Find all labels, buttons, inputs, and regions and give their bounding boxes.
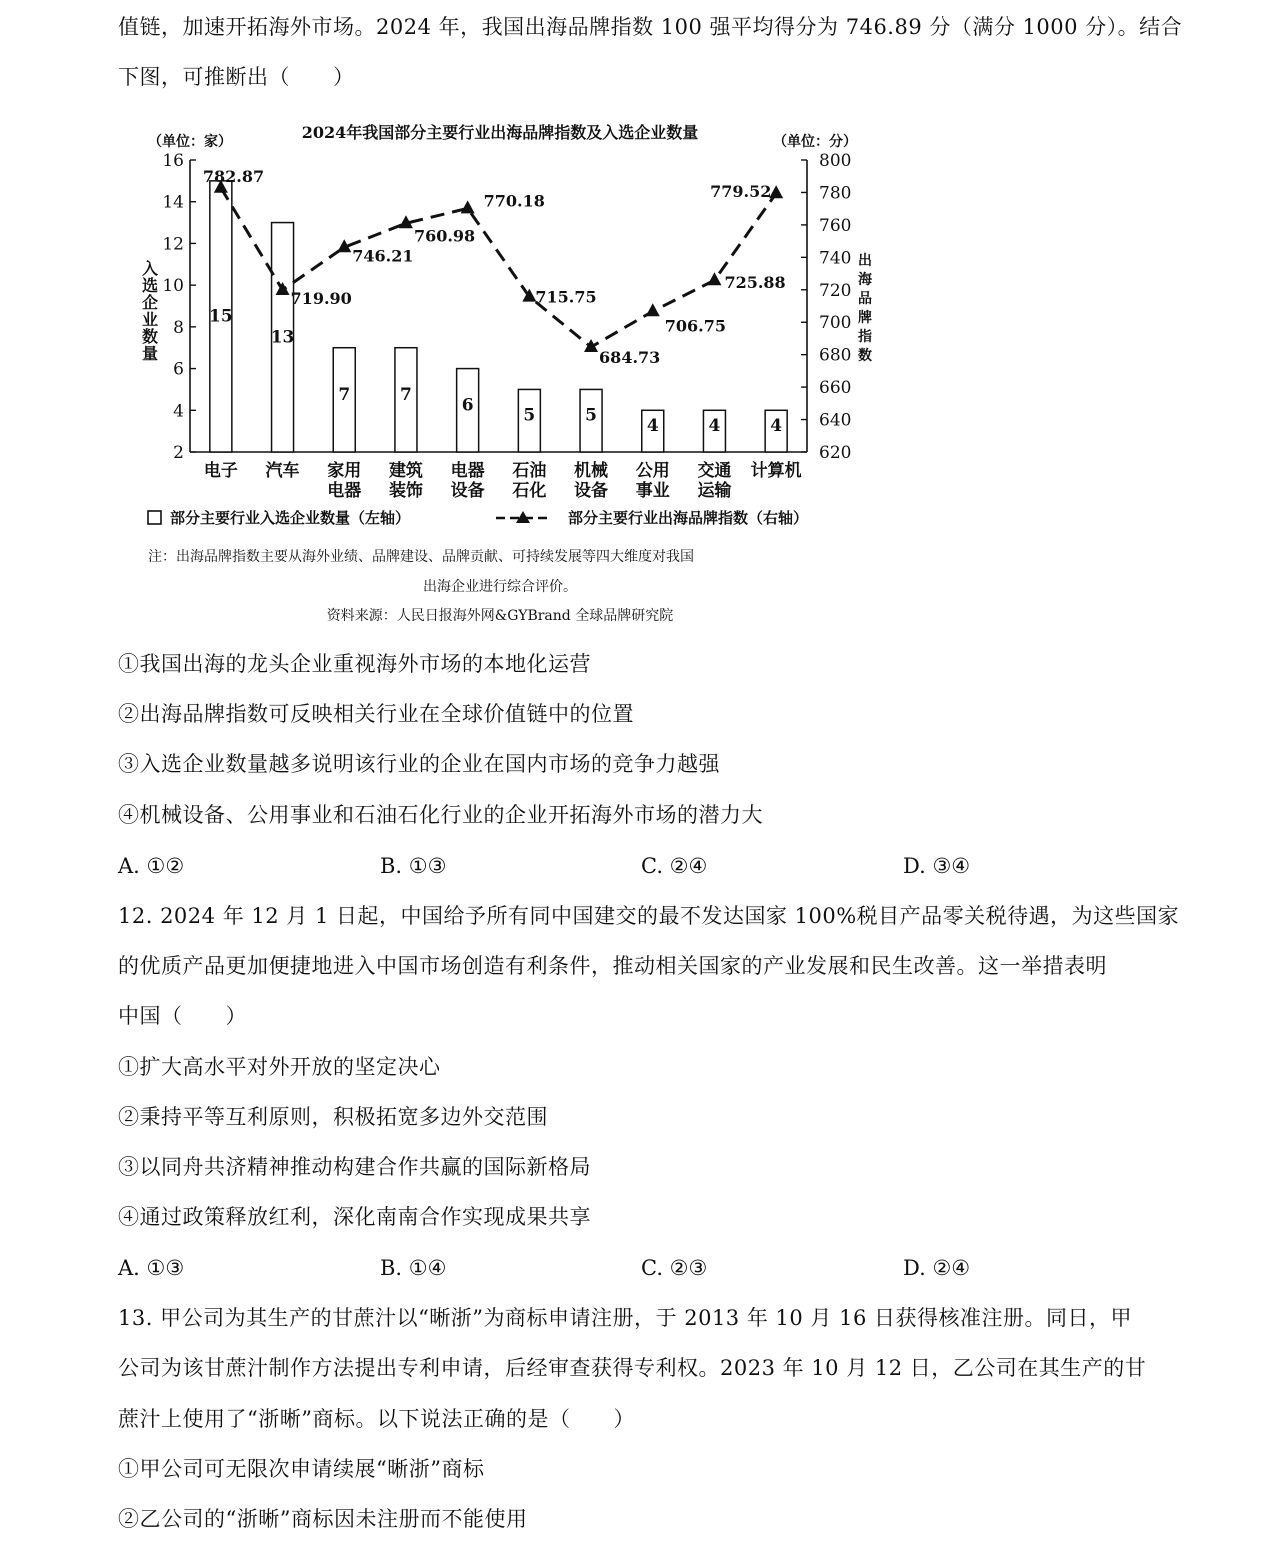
category-label: 设备	[450, 481, 485, 501]
line-point-label: 706.75	[664, 316, 726, 336]
intro-line-2: 下图，可推断出（ ）	[118, 65, 355, 89]
category-label: 计算机	[750, 461, 802, 481]
chart-legend	[148, 509, 808, 527]
right-tick-label: 740	[819, 248, 852, 269]
line-point-label: 760.98	[413, 226, 476, 246]
right-tick-label: 640	[819, 410, 852, 431]
left-tick-label: 12	[162, 234, 184, 255]
right-axis-label-char: 数	[858, 348, 872, 364]
line-point-label: 684.73	[599, 347, 661, 367]
category-label: 建筑	[388, 461, 423, 481]
left-tick-label: 2	[173, 443, 184, 463]
category-label: 机械	[574, 461, 609, 481]
chart-note-line-1: 注：出海品牌指数主要从海外业绩、品牌建设、品牌贡献、可持续发展等四大维度对我国	[148, 549, 694, 565]
right-axis-label-char: 出	[858, 253, 872, 269]
q13-stem-line-1: 13. 甲公司为其生产的甘蔗汁以“晰浙”为商标申请注册，于 2013 年 10 月 16 日获得核准注册。同日，甲	[118, 1306, 1132, 1330]
q12-item-3: ③以同舟共济精神推动构建合作共赢的国际新格局	[118, 1155, 591, 1179]
q11-option-d[interactable]: D. ③④	[903, 854, 971, 878]
category-label: 运输	[697, 481, 732, 501]
left-tick-label: 8	[173, 317, 184, 338]
category-labels	[204, 460, 802, 501]
left-tick-label: 14	[162, 192, 184, 213]
q12-option-d[interactable]: D. ②④	[903, 1256, 971, 1280]
line-point-marker	[646, 303, 660, 316]
bar-value-label: 4	[770, 416, 783, 437]
line-point-label: 770.18	[483, 191, 545, 211]
category-label: 公用	[635, 461, 670, 481]
bar-value-label: 4	[646, 416, 659, 437]
right-tick-label: 780	[819, 183, 852, 204]
left-tick-label: 4	[173, 401, 184, 422]
q12-option-a[interactable]: A. ①③	[118, 1256, 185, 1280]
q12-options	[118, 1253, 1168, 1283]
legend-bar-swatch	[148, 511, 161, 524]
category-label: 电子	[203, 461, 238, 481]
right-tick-label: 720	[819, 280, 852, 301]
line-point-label: 746.21	[352, 246, 414, 266]
category-label: 家用	[327, 461, 362, 481]
category-label: 电器	[327, 481, 362, 501]
legend-bar-label: 部分主要行业入选企业数量（左轴）	[170, 509, 411, 527]
q13-item-1: ①甲公司可无限次申请续展“晰浙”商标	[118, 1457, 485, 1481]
left-axis-label-char: 入	[141, 259, 159, 278]
q13-stem-line-2: 公司为该甘蔗汁制作方法提出专利申请，后经审查获得专利权。2023 年 10 月 12 日，乙公司在其生产的甘	[118, 1356, 1147, 1380]
right-tick-label: 660	[819, 378, 852, 399]
industry-brand-chart	[118, 112, 898, 632]
category-label: 电器	[450, 461, 485, 481]
chart-note-line-2: 出海企业进行综合评价。	[423, 579, 577, 595]
q11-item-1: ①我国出海的龙头企业重视海外市场的本地化运营	[118, 652, 591, 676]
bar-value-label: 7	[338, 384, 351, 405]
line-point-label: 715.75	[535, 287, 597, 307]
q12-option-c[interactable]: C. ②③	[641, 1256, 708, 1280]
q11-item-2: ②出海品牌指数可反映相关行业在全球价值链中的位置	[118, 702, 634, 726]
q11-item-3: ③入选企业数量越多说明该行业的企业在国内市场的竞争力越强	[118, 752, 720, 776]
bar-value-label: 4	[708, 416, 721, 437]
right-tick-label: 680	[819, 345, 852, 366]
q11-item-4: ④机械设备、公用事业和石油石化行业的企业开拓海外市场的潜力大	[118, 803, 763, 827]
line-point-label: 782.87	[202, 166, 265, 186]
q12-option-b[interactable]: B. ①④	[380, 1256, 447, 1280]
chart-title: 2024年我国部分主要行业出海品牌指数及入选企业数量	[301, 123, 699, 142]
chart-source: 资料来源：人民日报海外网&GYBrand 全球品牌研究院	[326, 608, 674, 624]
line-point-label: 725.88	[724, 273, 786, 293]
q12-item-4: ④通过政策释放红利，深化南南合作实现成果共享	[118, 1205, 591, 1229]
line-point-marker	[461, 200, 475, 213]
right-unit-label: （单位：分）	[773, 134, 857, 150]
right-axis-label-char: 指	[858, 329, 872, 345]
left-axis-label-char: 业	[141, 310, 159, 329]
left-axis-label-char: 选	[141, 276, 159, 295]
bar-value-label: 6	[461, 395, 474, 416]
left-unit-label: （单位：家）	[148, 134, 232, 150]
bar-value-label: 13	[270, 327, 295, 348]
q11-options	[118, 851, 1168, 881]
category-label: 石油	[512, 461, 547, 481]
intro-line-1: 值链，加速开拓海外市场。2024 年，我国出海品牌指数 100 强平均得分为 746.89 分（满分 1000 分）。结合	[118, 15, 1183, 39]
right-tick-label: 700	[819, 313, 852, 334]
right-tick-label: 800	[819, 151, 852, 171]
q11-option-c[interactable]: C. ②④	[641, 854, 708, 878]
left-axis-label-char: 量	[141, 344, 159, 363]
q13-stem-line-3: 蔗汁上使用了“浙晰”商标。以下说法正确的是（ ）	[118, 1407, 635, 1431]
q12-stem-line-2: 的优质产品更加便捷地进入中国市场创造有利条件，推动相关国家的产业发展和民生改善。这一举措表明	[118, 954, 1107, 978]
category-label: 交通	[697, 461, 732, 481]
left-axis-label-char: 企	[141, 293, 159, 312]
category-label: 汽车	[265, 461, 300, 481]
bar-value-label: 5	[585, 405, 597, 426]
left-tick-label: 6	[173, 359, 184, 380]
line-point-label: 719.90	[290, 288, 352, 308]
category-label: 事业	[635, 481, 670, 501]
bar-value-label: 7	[400, 384, 412, 405]
q12-item-1: ①扩大高水平对外开放的坚定决心	[118, 1055, 441, 1079]
right-axis-label-char: 海	[858, 272, 872, 288]
left-axis-label-char: 数	[141, 327, 159, 346]
legend-line-label: 部分主要行业出海品牌指数（右轴）	[568, 509, 809, 527]
q11-option-b[interactable]: B. ①③	[380, 854, 447, 878]
right-axis-label-char: 牌	[858, 310, 872, 326]
category-label: 设备	[574, 481, 609, 501]
left-axis-label	[142, 259, 158, 363]
category-label: 装饰	[388, 481, 423, 501]
q12-stem-line-3: 中国（ ）	[118, 1004, 247, 1028]
right-axis-label	[858, 253, 873, 364]
category-label: 石化	[512, 481, 547, 501]
left-tick-label: 10	[162, 276, 184, 297]
right-tick-label: 760	[819, 215, 852, 236]
q12-item-2: ②秉持平等互利原则，积极拓宽多边外交范围	[118, 1105, 548, 1129]
right-tick-label: 620	[819, 443, 852, 463]
q13-item-2: ②乙公司的“浙晰”商标因未注册而不能使用	[118, 1507, 528, 1531]
q11-option-a[interactable]: A. ①②	[118, 854, 185, 878]
bar-value-label: 15	[209, 306, 233, 327]
q12-stem-line-1: 12. 2024 年 12 月 1 日起，中国给予所有同中国建交的最不发达国家 100%税目产品零关税待遇，为这些国家	[118, 904, 1180, 928]
bar-value-label: 5	[523, 405, 536, 426]
right-axis-label-char: 品	[858, 291, 872, 307]
line-point-label: 779.52	[710, 182, 772, 202]
left-tick-label: 16	[162, 151, 184, 171]
line-point-marker	[707, 272, 721, 285]
